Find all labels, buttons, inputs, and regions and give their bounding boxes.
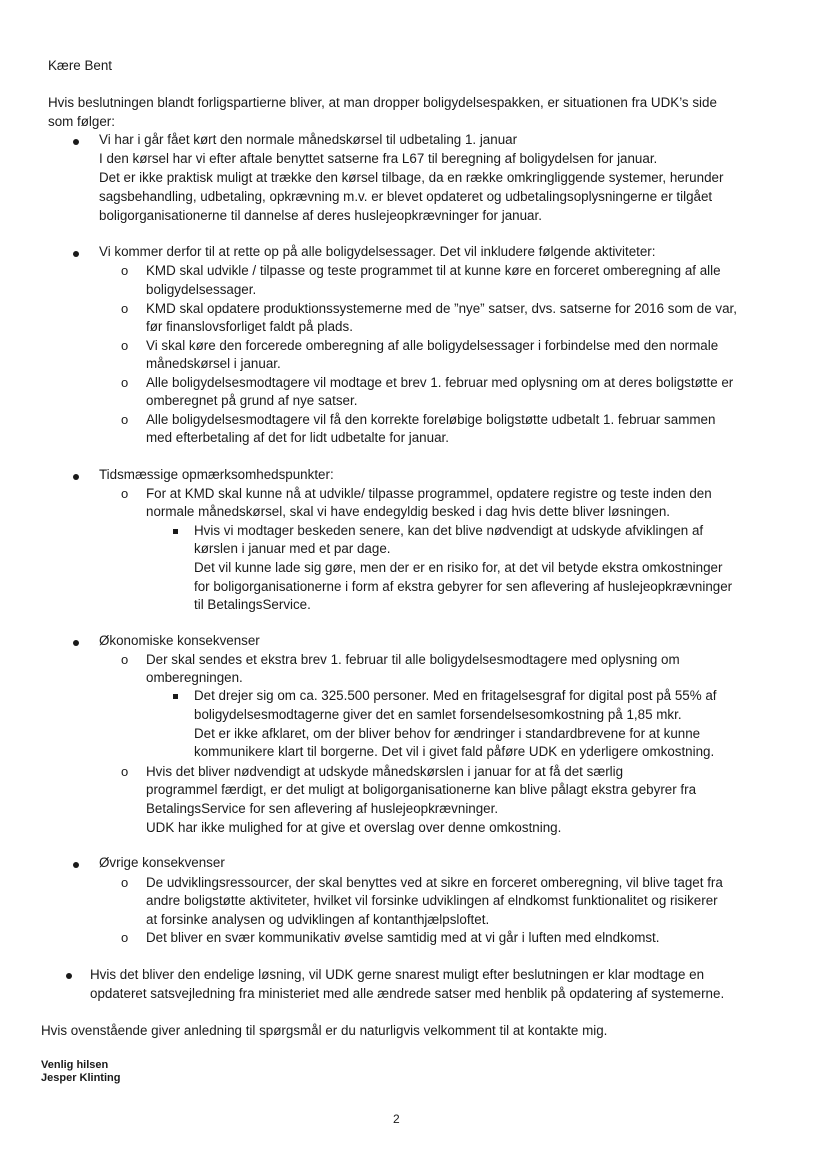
sub-bullet-text: programmel færdigt, er det muligt at boligorganisationerne kan blive pålagt ekstra gebyrer fra: [146, 782, 697, 797]
sub-bullet-circle: o: [121, 486, 129, 501]
bullet-text: Økonomiske konsekvenser: [99, 633, 260, 648]
sub-bullet-circle: o: [121, 930, 129, 945]
sub-bullet-circle: o: [121, 263, 129, 278]
sub-bullet-text: månedskørsel i januar.: [146, 356, 281, 371]
bullet-text: Hvis det bliver den endelige løsning, vil UDK gerne snarest muligt efter beslutningen er klar modtage en: [90, 967, 705, 982]
sub-bullet-text: Vi skal køre den forcerede omberegning af alle boligydelsessager i forbindelse med den normale: [146, 338, 719, 353]
sub-bullet-circle: o: [121, 652, 129, 667]
sub-bullet-text: før finanslovsforliget faldt på plads.: [146, 319, 353, 334]
bullet-disc: [73, 862, 79, 868]
bullet-text: Vi har i går fået kørt den normale månedskørsel til udbetaling 1. januar: [99, 132, 518, 147]
sub-bullet-text: Hvis det bliver nødvendigt at udskyde månedskørslen i januar for at få det særlig: [146, 764, 624, 779]
sub-bullet-text: andre boligstøtte aktiviteter, hvilket vil forsinke udviklingen af elndkomst funktionalitet og risikerer: [146, 893, 718, 908]
sub-bullet-circle: o: [121, 412, 129, 427]
square-bullet-text: boligydelsesmodtagerne giver det en samlet forsendelsesomkostning på 1,85 mkr.: [194, 707, 682, 722]
square-bullet: [173, 694, 178, 699]
sub-bullet-text: normale månedskørsel, skal vi have endegyldig besked i dag hvis dette bliver løsningen.: [146, 504, 671, 519]
sub-bullet-text: Der skal sendes et ekstra brev 1. februar til alle boligydelsesmodtagere med oplysning om: [146, 652, 680, 667]
bullet-text: Tidsmæssige opmærksomhedspunkter:: [99, 467, 334, 482]
sub-bullet-circle: o: [121, 301, 129, 316]
sub-bullet-text: UDK har ikke mulighed for at give et overslag over denne omkostning.: [146, 820, 562, 835]
square-bullet-text: Det drejer sig om ca. 325.500 personer. Med en fritagelsesgraf for digital post på 55% af: [194, 688, 717, 703]
intro-line: som følger:: [48, 114, 115, 129]
sub-bullet-text: BetalingsService for sen aflevering af huslejeopkrævninger.: [146, 801, 499, 816]
bullet-text: Det er ikke praktisk muligt at trække den kørsel tilbage, da en række omkringliggende systemer, herunder: [99, 170, 724, 185]
closing-text: Hvis ovenstående giver anledning til spørgsmål er du naturligvis velkomment til at kontakte mig.: [41, 1023, 608, 1038]
sub-bullet-text: De udviklingsressourcer, der skal benyttes ved at sikre en forceret omberegning, vil blive taget fra: [146, 875, 723, 890]
square-bullet-text: Det er ikke afklaret, om der bliver behov for ændringer i standardbrevene for at kunne: [194, 726, 701, 741]
bullet-disc: [73, 640, 79, 646]
bullet-text: I den kørsel har vi efter aftale benyttet satserne fra L67 til beregning af boligydelsen for januar.: [99, 151, 658, 166]
sub-bullet-circle: o: [121, 875, 129, 890]
page-number: 2: [393, 1112, 400, 1126]
bullet-disc: [73, 474, 79, 480]
sub-bullet-text: Det bliver en svær kommunikativ øvelse samtidig med at vi går i luften med elndkomst.: [146, 930, 660, 945]
bullet-text: sagsbehandling, udbetaling, opkrævning m.v. er blevet opdateret og udbetalingsoplysningerne er tilgået: [99, 189, 713, 204]
sub-bullet-text: med efterbetaling af det for lidt udbetalte for januar.: [146, 430, 449, 445]
sub-bullet-text: boligydelsessager.: [146, 282, 257, 297]
square-bullet: [173, 529, 178, 534]
bullet-text: boligorganisationerne til dannelse af deres huslejeopkrævninger for januar.: [99, 208, 542, 223]
greeting: Kære Bent: [48, 58, 113, 73]
bullet-disc: [66, 973, 72, 979]
sub-bullet-text: Alle boligydelsesmodtagere vil modtage et brev 1. februar med oplysning om at deres boligstøtte er: [146, 375, 734, 390]
sub-bullet-text: Alle boligydelsesmodtagere vil få den korrekte foreløbige boligstøtte udbetalt 1. februar sammen: [146, 412, 716, 427]
sub-bullet-circle: o: [121, 764, 129, 779]
square-bullet-text: for boligorganisationerne i form af ekstra gebyrer for sen aflevering af huslejeopkrævninger: [194, 579, 733, 594]
sub-bullet-text: KMD skal opdatere produktionssystemerne med de ”nye” satser, dvs. satserne for 2016 som de var,: [146, 301, 737, 316]
sub-bullet-text: For at KMD skal kunne nå at udvikle/ tilpasse programmel, opdatere registre og teste inden den: [146, 486, 712, 501]
bullet-text: opdateret satsvejledning fra ministeriet med alle ændrede satser med henblik på opdatering af systemerne.: [90, 986, 725, 1001]
sub-bullet-text: omberegningen.: [146, 670, 243, 685]
bullet-disc: [73, 251, 79, 257]
bullet-text: Øvrige konsekvenser: [99, 855, 225, 870]
square-bullet-text: kørslen i januar med et par dage.: [194, 541, 391, 556]
sub-bullet-circle: o: [121, 375, 129, 390]
square-bullet-text: Hvis vi modtager beskeden senere, kan det blive nødvendigt at udskyde afviklingen af: [194, 523, 704, 538]
signer-name: Jesper Klinting: [41, 1072, 121, 1084]
bullet-disc: [73, 139, 79, 145]
signoff: Venlig hilsen: [41, 1059, 109, 1071]
sub-bullet-text: at forsinke analysen og udviklingen af kontanthjælpsloftet.: [146, 912, 490, 927]
square-bullet-text: Det vil kunne lade sig gøre, men der er en risiko for, at det vil betyde ekstra omkostninger: [194, 560, 723, 575]
sub-bullet-circle: o: [121, 338, 129, 353]
sub-bullet-text: omberegnet på grund af nye satser.: [146, 393, 358, 408]
intro-line: Hvis beslutningen blandt forligspartierne bliver, at man dropper boligydelsespakken, er situationen fra UDK’s side: [48, 95, 717, 110]
bullet-text: Vi kommer derfor til at rette op på alle boligydelsessager. Det vil inkludere følgende aktiviteter:: [99, 244, 656, 259]
sub-bullet-text: KMD skal udvikle / tilpasse og teste programmet til at kunne køre en forceret omberegning af alle: [146, 263, 721, 278]
square-bullet-text: til BetalingsService.: [194, 597, 311, 612]
square-bullet-text: kommunikere klart til borgerne. Det vil i givet fald påføre UDK en yderligere omkostning.: [194, 744, 715, 759]
